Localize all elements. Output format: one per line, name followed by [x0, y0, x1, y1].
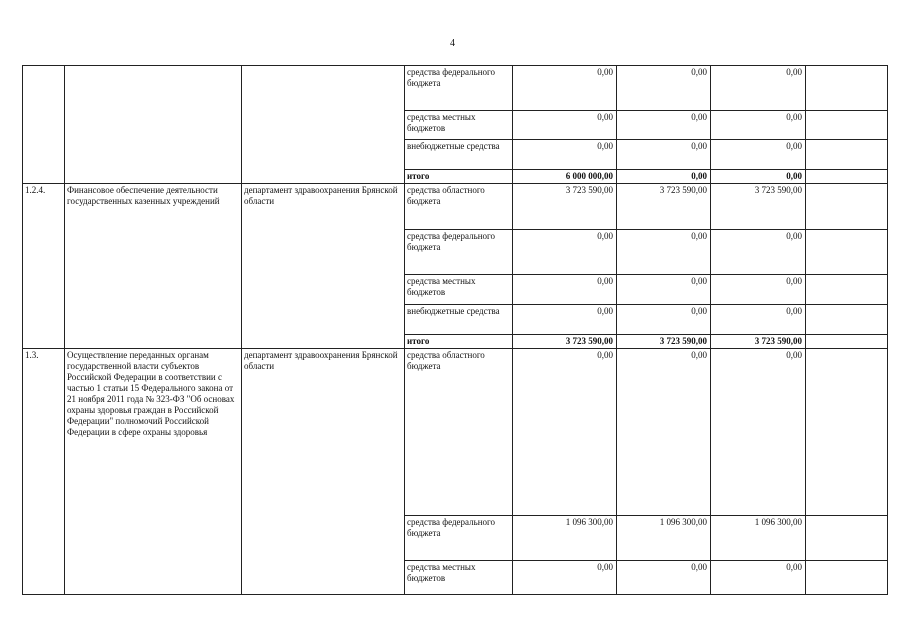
funding-source: внебюджетные средства [405, 140, 513, 170]
budget-table [22, 65, 888, 595]
value-3: 3 723 590,00 [711, 335, 806, 349]
value-2: 3 723 590,00 [617, 184, 711, 230]
measure-name: Осуществление переданных органам государственной власти субъектов Российской Федерации в соответствии с частью 1 статьи 15 Федерального закона от 21 ноября 2011 года № 323-ФЗ "Об основах охраны здоровья граждан в Российской Федерации" полномочий Российской Федерации в сфере охраны здоровья [65, 349, 242, 595]
value-3: 0,00 [711, 66, 806, 111]
page-number: 4 [450, 38, 455, 49]
value-2: 0,00 [617, 230, 711, 275]
value-1: 1 096 300,00 [513, 516, 617, 561]
empty-cell [806, 561, 888, 595]
value-1: 3 723 590,00 [513, 184, 617, 230]
table-row [23, 184, 888, 230]
funding-source: средства федерального бюджета [405, 230, 513, 275]
value-3: 0,00 [711, 275, 806, 305]
value-2: 1 096 300,00 [617, 516, 711, 561]
value-1: 0,00 [513, 140, 617, 170]
value-1: 0,00 [513, 275, 617, 305]
empty-cell [806, 111, 888, 140]
value-3: 0,00 [711, 349, 806, 516]
table-row [23, 349, 888, 516]
empty-cell [806, 140, 888, 170]
executor: департамент здравоохранения Брянской области [242, 349, 405, 595]
value-2: 0,00 [617, 140, 711, 170]
value-1: 3 723 590,00 [513, 335, 617, 349]
executor: департамент здравоохранения Брянской области [242, 184, 405, 349]
value-2: 0,00 [617, 275, 711, 305]
value-3: 1 096 300,00 [711, 516, 806, 561]
value-3: 3 723 590,00 [711, 184, 806, 230]
empty-cell [806, 275, 888, 305]
funding-source: средства областного бюджета [405, 184, 513, 230]
empty-cell [806, 335, 888, 349]
value-2: 3 723 590,00 [617, 335, 711, 349]
funding-source: средства федерального бюджета [405, 66, 513, 111]
value-1: 0,00 [513, 305, 617, 335]
value-2: 0,00 [617, 305, 711, 335]
funding-source: внебюджетные средства [405, 305, 513, 335]
value-3: 0,00 [711, 230, 806, 275]
value-2: 0,00 [617, 66, 711, 111]
value-2: 0,00 [617, 170, 711, 184]
empty-cell [806, 349, 888, 516]
funding-source: средства местных бюджетов [405, 561, 513, 595]
value-1: 6 000 000,00 [513, 170, 617, 184]
funding-source: средства областного бюджета [405, 349, 513, 516]
funding-source: итого [405, 170, 513, 184]
funding-source: средства местных бюджетов [405, 275, 513, 305]
funding-source: средства местных бюджетов [405, 111, 513, 140]
value-1: 0,00 [513, 349, 617, 516]
row-number: 1.2.4. [23, 184, 65, 349]
empty-cell [806, 230, 888, 275]
value-3: 0,00 [711, 170, 806, 184]
value-3: 0,00 [711, 111, 806, 140]
measure-name: Финансовое обеспечение деятельности государственных казенных учреждений [65, 184, 242, 349]
value-3: 0,00 [711, 140, 806, 170]
empty-cell [806, 66, 888, 111]
value-2: 0,00 [617, 561, 711, 595]
funding-source: итого [405, 335, 513, 349]
value-1: 0,00 [513, 230, 617, 275]
value-3: 0,00 [711, 561, 806, 595]
funding-source: средства федерального бюджета [405, 516, 513, 561]
executor [242, 66, 405, 184]
value-2: 0,00 [617, 349, 711, 516]
value-1: 0,00 [513, 561, 617, 595]
row-number [23, 66, 65, 184]
empty-cell [806, 305, 888, 335]
value-2: 0,00 [617, 111, 711, 140]
empty-cell [806, 184, 888, 230]
value-3: 0,00 [711, 305, 806, 335]
measure-name [65, 66, 242, 184]
value-1: 0,00 [513, 66, 617, 111]
table-row [23, 66, 888, 111]
row-number: 1.3. [23, 349, 65, 595]
empty-cell [806, 516, 888, 561]
value-1: 0,00 [513, 111, 617, 140]
empty-cell [806, 170, 888, 184]
